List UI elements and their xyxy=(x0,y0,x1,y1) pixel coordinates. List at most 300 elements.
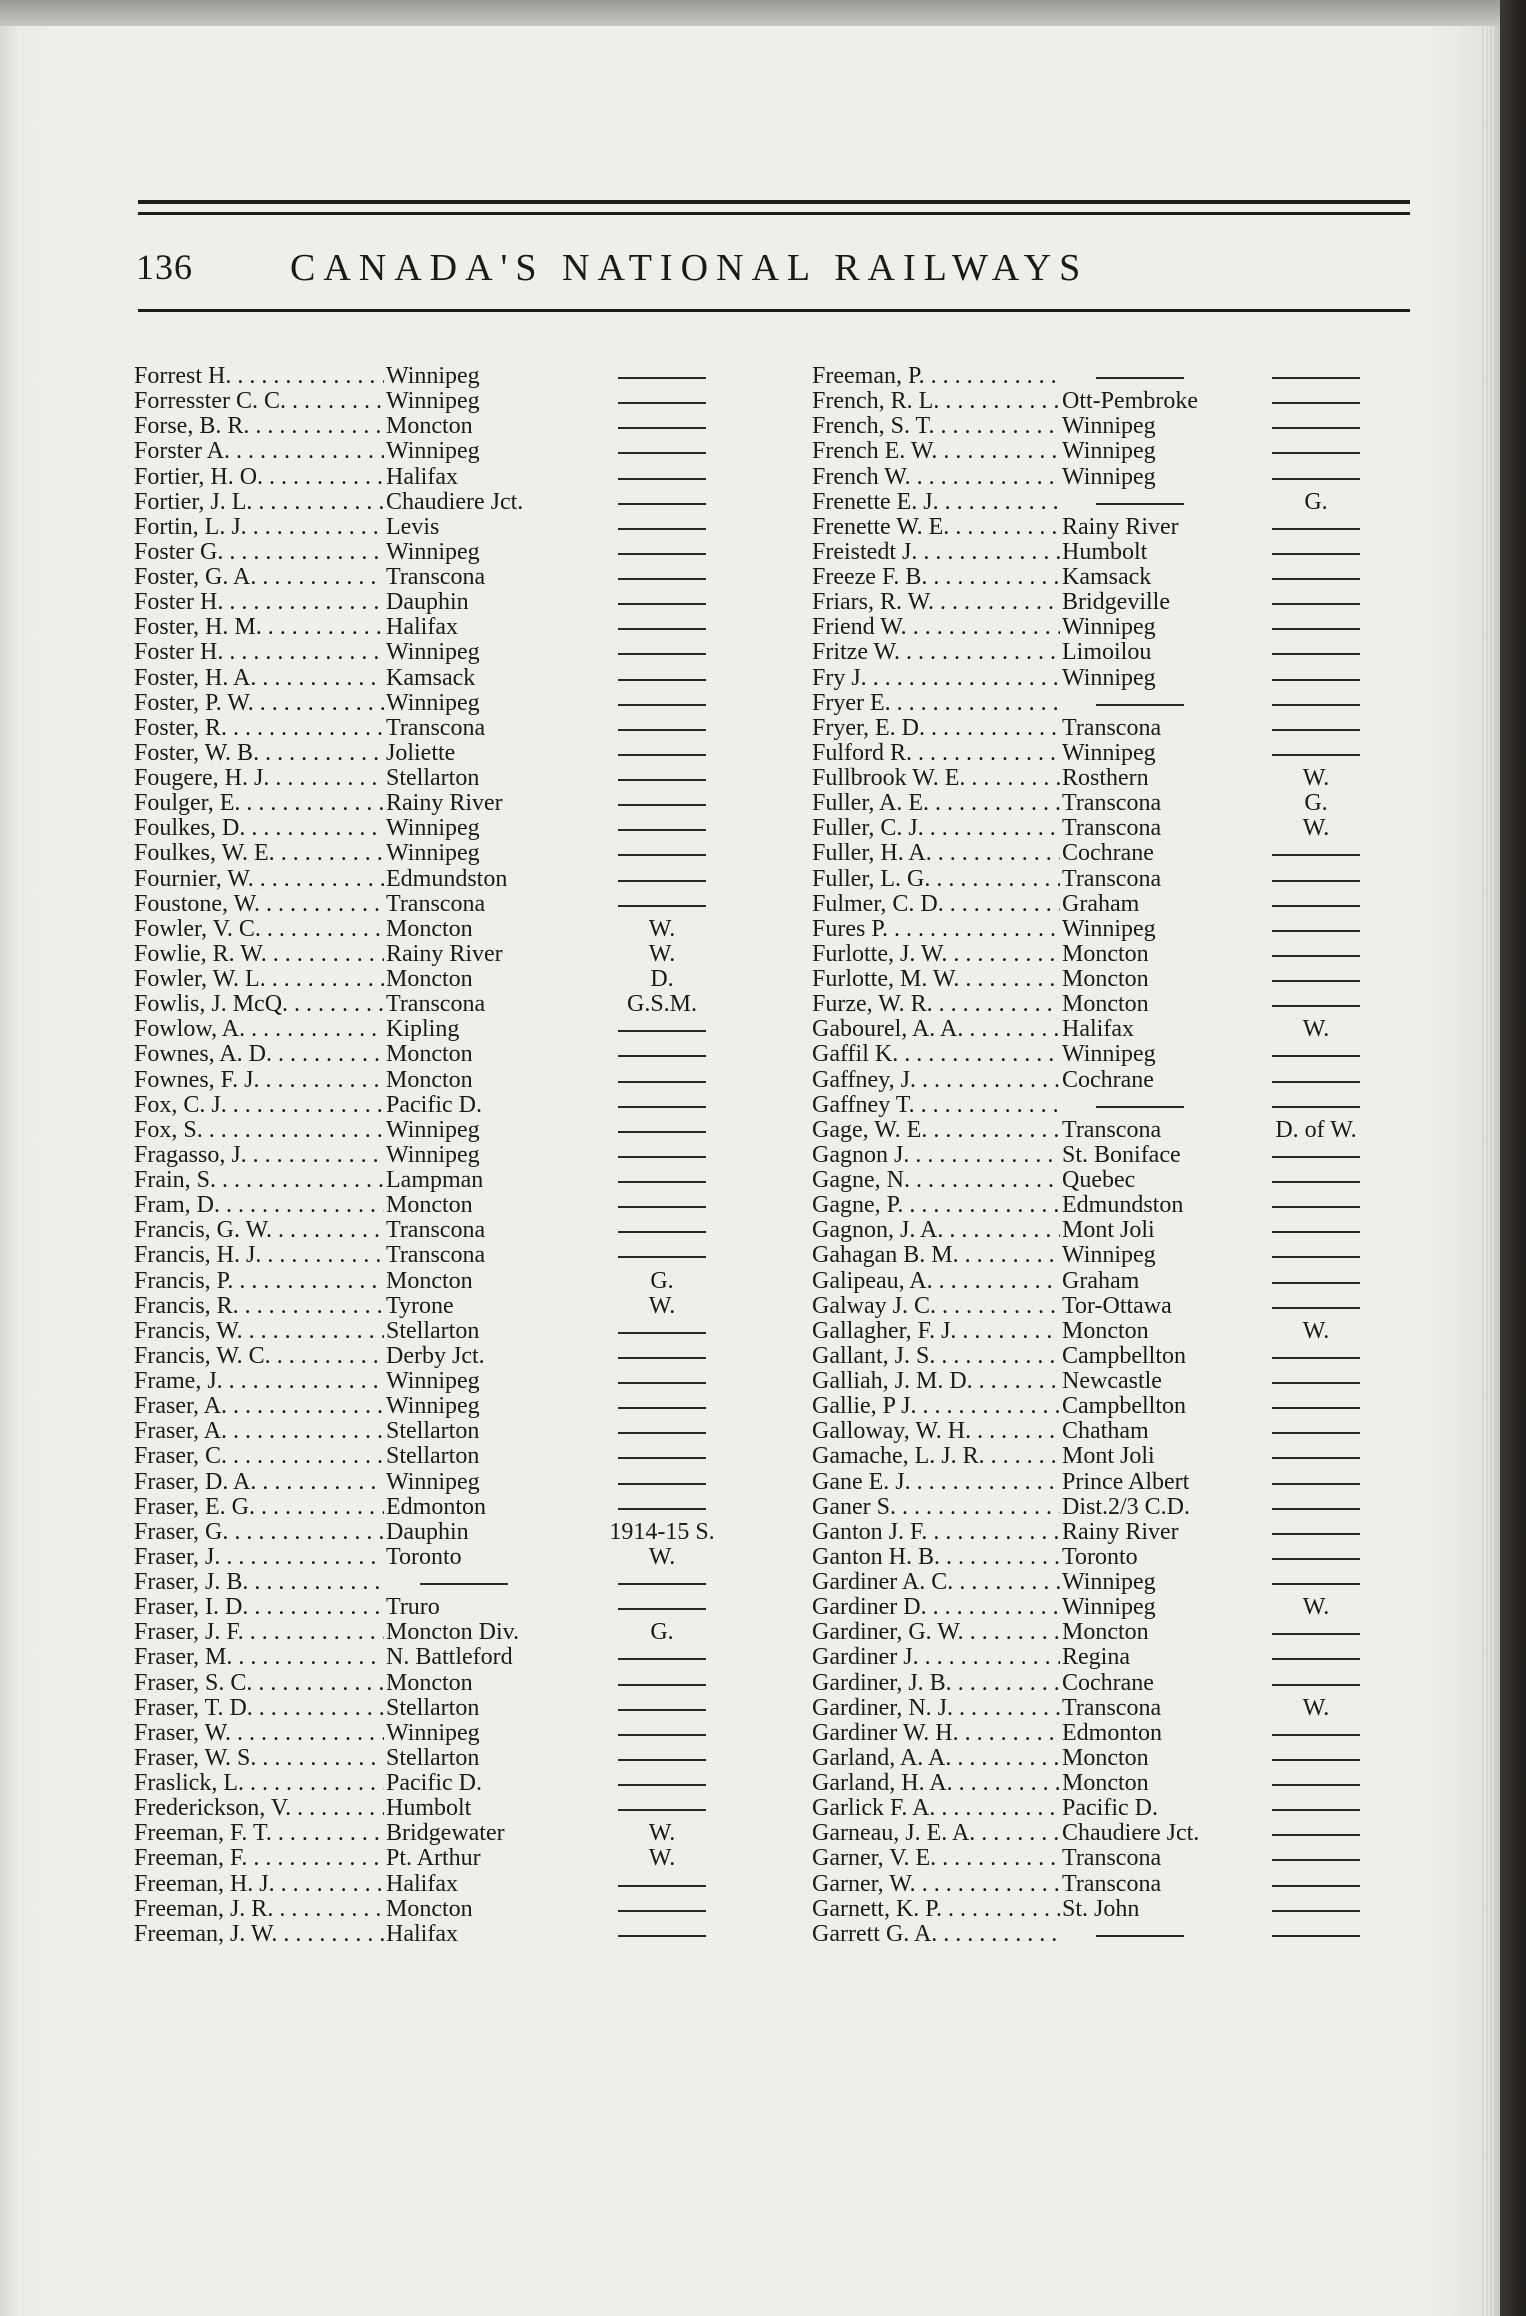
entry-distinction xyxy=(1256,1771,1376,1786)
entry-distinction: W. xyxy=(648,1543,676,1570)
entry-location: Ott-Pembroke xyxy=(1060,389,1322,414)
entry-distinction xyxy=(1256,414,1376,429)
entry-distinction xyxy=(1256,1218,1376,1233)
entry-name: Fulford R. . . . xyxy=(812,741,1062,766)
entry-location: Winnipeg xyxy=(384,1470,726,1495)
entry-distinction: W. xyxy=(1302,1694,1330,1721)
entry-location: Moncton xyxy=(1060,1746,1322,1771)
entry-name: Foster G. . . . xyxy=(134,540,384,565)
entry-location: Derby Jct. xyxy=(384,1344,726,1369)
entry-name: Gage, W. E. . . . xyxy=(812,1118,1062,1143)
entry-location: Winnipeg xyxy=(384,364,726,389)
entry-distinction xyxy=(1256,1168,1376,1183)
entry-location: Winnipeg xyxy=(1060,1243,1322,1268)
entry-location: Humbolt xyxy=(384,1796,726,1821)
entry-distinction xyxy=(1256,741,1376,756)
entry-location: Transcona xyxy=(1060,791,1322,816)
entry-location: Winnipeg xyxy=(384,816,726,841)
entry-location: Rainy River xyxy=(384,942,726,967)
entry-name: Garner, W. . . . xyxy=(812,1872,1062,1897)
entry-location: Stellarton xyxy=(384,1419,726,1444)
entry-name: Fowlow, A. . . . xyxy=(134,1017,384,1042)
entry-name: Gallie, P J. . . . xyxy=(812,1394,1062,1419)
entry-location: Transcona xyxy=(384,1218,726,1243)
entry-location: Moncton Div. xyxy=(384,1620,726,1645)
entry-distinction xyxy=(602,389,722,404)
entry-distinction xyxy=(602,1093,722,1108)
entry-name: Garland, A. A. . . . xyxy=(812,1746,1062,1771)
entry-location: Transcona xyxy=(1060,867,1322,892)
entry-name: Fraser, I. D. . . . xyxy=(134,1595,384,1620)
entry-distinction xyxy=(1256,1495,1376,1510)
entry-name: Fowlie, R. W. . . . xyxy=(134,942,384,967)
entry-distinction xyxy=(602,1595,722,1610)
entry-location: Tyrone xyxy=(384,1294,726,1319)
entry-name: Fragasso, J. . . . xyxy=(134,1143,384,1168)
entry-name: Garlick F. A. . . . xyxy=(812,1796,1062,1821)
entry-name: Garner, V. E. . . . xyxy=(812,1846,1062,1871)
entry-location: Stellarton xyxy=(384,1444,726,1469)
entry-location: Quebec xyxy=(1060,1168,1322,1193)
entry-distinction xyxy=(602,1344,722,1359)
entry-distinction xyxy=(1256,1470,1376,1485)
entry-name: Frain, S. . . . xyxy=(134,1168,384,1193)
entry-name: Forrest H. . . . xyxy=(134,364,384,389)
entry-location: Moncton xyxy=(384,917,726,942)
entry-location: Winnipeg xyxy=(1060,439,1322,464)
entry-distinction xyxy=(602,1118,722,1133)
entry-distinction xyxy=(1256,1042,1376,1057)
entry-location: Winnipeg xyxy=(1060,1570,1322,1595)
entry-distinction xyxy=(1256,465,1376,480)
entry-location: Transcona xyxy=(1060,816,1322,841)
entry-location: Humbolt xyxy=(1060,540,1322,565)
entry-name: French, S. T. . . . xyxy=(812,414,1062,439)
entry-name: Fougere, H. J. . . . xyxy=(134,766,384,791)
entry-name: Gaffil K. . . . xyxy=(812,1042,1062,1067)
entry-distinction xyxy=(1256,1671,1376,1686)
entry-name: Fraser, G. . . . xyxy=(134,1520,384,1545)
entry-location: Stellarton xyxy=(384,766,726,791)
entry-distinction: 1914-15 S. xyxy=(609,1518,715,1545)
entry-name: Garrett G. A. . . . xyxy=(812,1922,1062,1947)
entry-distinction xyxy=(1256,515,1376,530)
entry-name: Ganton J. F. . . . xyxy=(812,1520,1062,1545)
entry-distinction xyxy=(602,1017,722,1032)
entry-name: Furlotte, M. W. . . . xyxy=(812,967,1062,992)
entry-distinction: W. xyxy=(648,940,676,967)
entry-name: Galipeau, A. . . . xyxy=(812,1269,1062,1294)
entry-distinction xyxy=(602,841,722,856)
entry-name: Freistedt J. . . . xyxy=(812,540,1062,565)
entry-location: Moncton xyxy=(1060,967,1322,992)
entry-distinction: W. xyxy=(648,915,676,942)
entry-name: Freeman, J. R. . . . xyxy=(134,1897,384,1922)
entry-distinction xyxy=(602,1470,722,1485)
entry-location: Moncton xyxy=(384,1193,726,1218)
entry-distinction xyxy=(1256,615,1376,630)
entry-location: Cochrane xyxy=(1060,841,1322,866)
entry-distinction xyxy=(602,791,722,806)
entry-name: Forse, B. R. . . . xyxy=(134,414,384,439)
entry-name: Gardiner J. . . . xyxy=(812,1645,1062,1670)
entry-distinction xyxy=(602,1394,722,1409)
entry-name: Galway J. C. . . . xyxy=(812,1294,1062,1319)
entry-location: Tor-Ottawa xyxy=(1060,1294,1322,1319)
entry-location: Moncton xyxy=(1060,1319,1322,1344)
entry-name: Francis, H. J. . . . xyxy=(134,1243,384,1268)
entry-location: Winnipeg xyxy=(1060,465,1322,490)
entry-name: Fritze W. . . . xyxy=(812,640,1062,665)
entry-distinction xyxy=(602,1872,722,1887)
entry-name: French, R. L. . . . xyxy=(812,389,1062,414)
entry-location: St. John xyxy=(1060,1897,1322,1922)
entry-name: Fryer E. . . . xyxy=(812,691,1062,716)
entry-name: Gamache, L. J. R. . . . xyxy=(812,1444,1062,1469)
entry-location: Newcastle xyxy=(1060,1369,1322,1394)
entry-name: Fortier, H. O. . . . xyxy=(134,465,384,490)
entry-distinction xyxy=(1256,1570,1376,1585)
entry-distinction xyxy=(602,1645,722,1660)
entry-distinction xyxy=(1256,1369,1376,1384)
entry-distinction xyxy=(602,1570,722,1585)
entry-distinction xyxy=(1256,1872,1376,1887)
entry-location: Campbellton xyxy=(1060,1344,1322,1369)
entry-name: Foulkes, D. . . . xyxy=(134,816,384,841)
entry-name: Gardiner D. . . . xyxy=(812,1595,1062,1620)
entry-location: Moncton xyxy=(384,1269,726,1294)
entry-distinction xyxy=(1256,867,1376,882)
entry-location: Limoilou xyxy=(1060,640,1322,665)
entry-distinction xyxy=(602,1696,722,1711)
entry-distinction xyxy=(1256,364,1376,379)
entry-distinction xyxy=(602,1771,722,1786)
entry-name: French E. W. . . . xyxy=(812,439,1062,464)
entry-location: Dist.2/3 C.D. xyxy=(1060,1495,1322,1520)
entry-location: Edmonton xyxy=(384,1495,726,1520)
entry-distinction xyxy=(602,766,722,781)
entry-name: Gardiner A. C. . . . xyxy=(812,1570,1062,1595)
entry-location: Winnipeg xyxy=(1060,615,1322,640)
entry-name: Gagnon J. . . . xyxy=(812,1143,1062,1168)
entry-distinction xyxy=(1256,1243,1376,1258)
entry-location: Stellarton xyxy=(384,1319,726,1344)
entry-distinction xyxy=(602,490,722,505)
entry-location: N. Battleford xyxy=(384,1645,726,1670)
entry-location: Prince Albert xyxy=(1060,1470,1322,1495)
entry-distinction xyxy=(602,1419,722,1434)
entry-location: Halifax xyxy=(384,615,726,640)
entry-distinction xyxy=(602,1143,722,1158)
entry-distinction xyxy=(602,666,722,681)
entry-name: Garnett, K. P. . . . xyxy=(812,1897,1062,1922)
header-rule-top xyxy=(138,200,1410,204)
entry-name: Gaffney, J. . . . xyxy=(812,1068,1062,1093)
entry-name: Freeman, P. . . . xyxy=(812,364,1062,389)
entry-distinction xyxy=(1256,716,1376,731)
entry-name: Gagnon, J. A. . . . xyxy=(812,1218,1062,1243)
entry-distinction xyxy=(1256,389,1376,404)
entry-distinction xyxy=(602,465,722,480)
entry-distinction xyxy=(1256,1143,1376,1158)
entry-distinction xyxy=(1256,1796,1376,1811)
entry-distinction xyxy=(602,1796,722,1811)
entry-name: Francis, W. C. . . . xyxy=(134,1344,384,1369)
entry-location: Winnipeg xyxy=(384,389,726,414)
entry-name: Friars, R. W. . . . xyxy=(812,590,1062,615)
entry-distinction: W. xyxy=(1302,1594,1330,1621)
entry-location: Transcona xyxy=(1060,1846,1322,1871)
entry-location: Edmonton xyxy=(1060,1721,1322,1746)
entry-name: Fowler, W. L. . . . xyxy=(134,967,384,992)
entry-distinction xyxy=(602,590,722,605)
entry-distinction: W. xyxy=(1302,1016,1330,1043)
entry-name: Freeman, F. . . . xyxy=(134,1846,384,1871)
entry-name: Furze, W. R. . . . xyxy=(812,992,1062,1017)
entry-location: Winnipeg xyxy=(384,1721,726,1746)
entry-location: Levis xyxy=(384,515,726,540)
entry-location: Moncton xyxy=(384,1897,726,1922)
entry-distinction xyxy=(602,1369,722,1384)
entry-location: Graham xyxy=(1060,1269,1322,1294)
entry-distinction xyxy=(602,741,722,756)
entry-location: Transcona xyxy=(1060,1118,1322,1143)
entry-distinction xyxy=(602,1168,722,1183)
entry-distinction xyxy=(1256,1269,1376,1284)
entry-name: Galloway, W. H. . . . xyxy=(812,1419,1062,1444)
entry-distinction xyxy=(602,364,722,379)
entry-distinction xyxy=(1256,942,1376,957)
entry-distinction xyxy=(602,691,722,706)
entry-location: Toronto xyxy=(1060,1545,1322,1570)
entry-location: Transcona xyxy=(384,992,726,1017)
entry-location: Edmundston xyxy=(384,867,726,892)
entry-name: Freeze F. B. . . . xyxy=(812,565,1062,590)
entry-location: Winnipeg xyxy=(1060,741,1322,766)
entry-distinction: G. xyxy=(650,1267,674,1294)
entry-location: Cochrane xyxy=(1060,1068,1322,1093)
entry-distinction xyxy=(1256,1846,1376,1861)
entry-location: Pacific D. xyxy=(384,1771,726,1796)
entry-name: Fram, D. . . . xyxy=(134,1193,384,1218)
entry-location: Chatham xyxy=(1060,1419,1322,1444)
entry-distinction xyxy=(1256,1394,1376,1409)
entry-name: Forster A. . . . xyxy=(134,439,384,464)
entry-distinction xyxy=(1256,1897,1376,1912)
entry-distinction xyxy=(602,1922,722,1937)
entry-name: Gabourel, A. A. . . . xyxy=(812,1017,1062,1042)
entry-location: Graham xyxy=(1060,892,1322,917)
entry-location: Chaudiere Jct. xyxy=(384,490,726,515)
entry-name: Gagne, N. . . . xyxy=(812,1168,1062,1193)
entry-distinction: W. xyxy=(1302,1317,1330,1344)
entry-location: Edmundston xyxy=(1060,1193,1322,1218)
entry-distinction xyxy=(602,892,722,907)
entry-location: Winnipeg xyxy=(1060,666,1322,691)
entry-distinction xyxy=(602,1897,722,1912)
entry-distinction xyxy=(1256,1922,1376,1937)
entry-name: Foster H. . . . xyxy=(134,590,384,615)
entry-name: French W. . . . xyxy=(812,465,1062,490)
entry-location: Bridgeville xyxy=(1060,590,1322,615)
entry-distinction xyxy=(1256,691,1376,706)
page-edge-shading xyxy=(1482,26,1496,2316)
entry-location: Winnipeg xyxy=(384,1118,726,1143)
entry-name: Freeman, F. T. . . . xyxy=(134,1821,384,1846)
entry-name: Foustone, W. . . . xyxy=(134,892,384,917)
entry-name: Ganer S. . . . xyxy=(812,1495,1062,1520)
entry-name: Fox, C. J. . . . xyxy=(134,1093,384,1118)
entry-location: Winnipeg xyxy=(384,540,726,565)
entry-name: Foster, R. . . . xyxy=(134,716,384,741)
entry-name: Fraser, J. B. . . . xyxy=(134,1570,384,1595)
entry-distinction xyxy=(602,1444,722,1459)
entry-name: Gaffney T. . . . xyxy=(812,1093,1062,1118)
entry-location: Transcona xyxy=(1060,716,1322,741)
entry-distinction xyxy=(1256,1419,1376,1434)
entry-location: Rainy River xyxy=(1060,1520,1322,1545)
entry-location: Winnipeg xyxy=(384,1369,726,1394)
entry-location: Mont Joli xyxy=(1060,1218,1322,1243)
entry-distinction xyxy=(602,439,722,454)
entry-name: Gagne, P. . . . xyxy=(812,1193,1062,1218)
entry-location: Transcona xyxy=(384,1243,726,1268)
entry-location: Winnipeg xyxy=(384,640,726,665)
entry-name: Foulger, E. . . . xyxy=(134,791,384,816)
entry-location: Bridgewater xyxy=(384,1821,726,1846)
entry-name: Gallagher, F. J. . . . xyxy=(812,1319,1062,1344)
entry-location: Winnipeg xyxy=(1060,414,1322,439)
entry-name: Fraser, W. . . . xyxy=(134,1721,384,1746)
entry-name: Fraser, A. . . . xyxy=(134,1419,384,1444)
entry-name: Furlotte, J. W. . . . xyxy=(812,942,1062,967)
entry-name: Galliah, J. M. D. . . . xyxy=(812,1369,1062,1394)
entry-location: Transcona xyxy=(384,565,726,590)
entry-name: Foster, G. A. . . . xyxy=(134,565,384,590)
scan-top-edge xyxy=(0,0,1526,26)
entry-location: Dauphin xyxy=(384,1520,726,1545)
entry-location: Dauphin xyxy=(384,590,726,615)
entry-location: Kipling xyxy=(384,1017,726,1042)
entry-distinction xyxy=(602,1721,722,1736)
entry-name: Fowlis, J. McQ. . . . xyxy=(134,992,384,1017)
entry-name: Fraser, J. . . . xyxy=(134,1545,384,1570)
entry-distinction xyxy=(1256,841,1376,856)
entry-name: Fuller, H. A. . . . xyxy=(812,841,1062,866)
entry-location: Kamsack xyxy=(1060,565,1322,590)
entry-name: Frame, J. . . . xyxy=(134,1369,384,1394)
entry-location: Moncton xyxy=(384,967,726,992)
entry-location: Halifax xyxy=(384,1922,726,1947)
entry-distinction xyxy=(602,1495,722,1510)
entry-name: Freeman, H. J. . . . xyxy=(134,1872,384,1897)
entry-location: Transcona xyxy=(384,892,726,917)
entry-distinction xyxy=(602,1671,722,1686)
entry-location: Pacific D. xyxy=(1060,1796,1322,1821)
entry-name: Garland, H. A. . . . xyxy=(812,1771,1062,1796)
entry-distinction xyxy=(1256,917,1376,932)
entry-location: Moncton xyxy=(384,1671,726,1696)
entry-location: Winnipeg xyxy=(1060,1595,1322,1620)
entry-location: Moncton xyxy=(1060,942,1322,967)
entry-name: Foster, W. B. . . . xyxy=(134,741,384,766)
entry-name: Fuller, C. J. . . . xyxy=(812,816,1062,841)
entry-distinction xyxy=(1256,1645,1376,1660)
entry-name: Fry J. . . . xyxy=(812,666,1062,691)
header-rule-bottom xyxy=(138,309,1410,312)
entry-distinction: G.S.M. xyxy=(626,991,698,1018)
entry-distinction xyxy=(602,816,722,831)
entry-distinction xyxy=(602,1319,722,1334)
header-rule-top-second xyxy=(138,212,1410,215)
entry-location: Winnipeg xyxy=(1060,1042,1322,1067)
entry-location: Moncton xyxy=(384,1068,726,1093)
entry-location: Moncton xyxy=(1060,1620,1322,1645)
entry-name: Garneau, J. E. A. . . . xyxy=(812,1821,1062,1846)
entry-name: Ganton H. B. . . . xyxy=(812,1545,1062,1570)
running-head-title: CANADA'S NATIONAL RAILWAYS xyxy=(290,247,1089,289)
entry-location: Stellarton xyxy=(384,1746,726,1771)
entry-distinction xyxy=(1256,1545,1376,1560)
entry-distinction xyxy=(1256,640,1376,655)
entry-location: Halifax xyxy=(384,1872,726,1897)
entry-distinction xyxy=(1256,565,1376,580)
entry-distinction xyxy=(1256,892,1376,907)
entry-name: Francis, P. . . . xyxy=(134,1269,384,1294)
entry-name: Forresster C. C. . . . xyxy=(134,389,384,414)
entry-location: Chaudiere Jct. xyxy=(1060,1821,1322,1846)
entry-distinction xyxy=(1256,590,1376,605)
entry-distinction xyxy=(602,1193,722,1208)
entry-location: Transcona xyxy=(1060,1872,1322,1897)
entry-location: Kamsack xyxy=(384,666,726,691)
entry-name: Gahagan B. M. . . . xyxy=(812,1243,1062,1268)
entry-distinction xyxy=(1256,439,1376,454)
entry-distinction xyxy=(1256,1444,1376,1459)
entry-location: Toronto xyxy=(384,1545,726,1570)
entry-name: Foster, H. M. . . . xyxy=(134,615,384,640)
entry-name: Fraser, A. . . . xyxy=(134,1394,384,1419)
entry-location: Rainy River xyxy=(1060,515,1322,540)
entry-distinction xyxy=(602,1042,722,1057)
entry-name: Fraser, T. D. . . . xyxy=(134,1696,384,1721)
entry-location: Regina xyxy=(1060,1645,1322,1670)
entry-location: Winnipeg xyxy=(384,691,726,716)
entry-distinction xyxy=(602,565,722,580)
entry-distinction: W. xyxy=(648,1820,676,1847)
entry-distinction xyxy=(1256,1620,1376,1635)
entry-name: Fraser, W. S. . . . xyxy=(134,1746,384,1771)
entry-distinction xyxy=(1256,1821,1376,1836)
entry-name: Freeman, J. W. . . . xyxy=(134,1922,384,1947)
entry-location: Halifax xyxy=(384,465,726,490)
entry-name: Fownes, F. J. . . . xyxy=(134,1068,384,1093)
entry-name: Foster, P. W. . . . xyxy=(134,691,384,716)
entry-name: Fuller, A. E. . . . xyxy=(812,791,1062,816)
entry-name: Fraslick, L. . . . xyxy=(134,1771,384,1796)
entry-name: Frederickson, V. . . . xyxy=(134,1796,384,1821)
entry-name: Francis, R. . . . xyxy=(134,1294,384,1319)
entry-distinction xyxy=(1256,1344,1376,1359)
entry-location: Halifax xyxy=(1060,1017,1322,1042)
entry-name: Fortin, L. J. . . . xyxy=(134,515,384,540)
entry-distinction: W. xyxy=(1302,765,1330,791)
entry-location: Joliette xyxy=(384,741,726,766)
entry-distinction xyxy=(1256,540,1376,555)
entry-name: Friend W. . . . xyxy=(812,615,1062,640)
entry-location: Transcona xyxy=(1060,1696,1322,1721)
entry-location: Lampman xyxy=(384,1168,726,1193)
